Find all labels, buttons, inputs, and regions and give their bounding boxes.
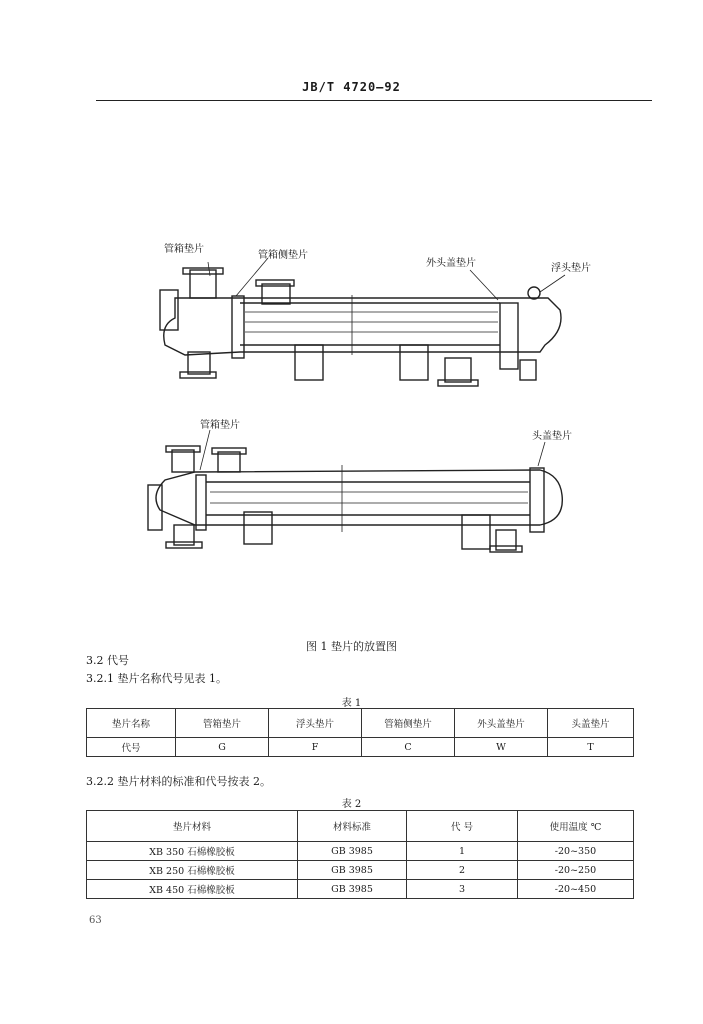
label-channel-gasket-bottom: 管箱垫片 [200, 420, 240, 431]
table-row [87, 811, 634, 842]
section-3-2-heading: 3.2 代号 [86, 654, 129, 667]
table-header-cell: 代 号 [407, 811, 518, 842]
table-cell: 代号 [87, 738, 176, 757]
page-number: 63 [89, 915, 102, 926]
table-header-cell: 垫片材料 [87, 811, 298, 842]
table-row [87, 842, 634, 861]
table-cell: GB 3985 [298, 842, 407, 861]
table-cell: 管箱侧垫片 [362, 709, 455, 738]
table-cell: -20~250 [518, 861, 634, 880]
table-cell: 3 [407, 880, 518, 899]
table-header-cell: 材料标准 [298, 811, 407, 842]
table-cell: G [176, 738, 269, 757]
table2-title: 表 2 [341, 799, 362, 810]
table-cell: C [362, 738, 455, 757]
label-channel-side-gasket: 管箱侧垫片 [258, 250, 308, 261]
table-row [87, 738, 634, 757]
table-cell: F [269, 738, 362, 757]
table-cell: GB 3985 [298, 861, 407, 880]
table1-title: 表 1 [341, 698, 362, 709]
table-row [87, 880, 634, 899]
label-head-cover-gasket: 头盖垫片 [532, 431, 572, 442]
standard-number: JB/T 4720—92 [302, 80, 401, 94]
table-cell: -20~450 [518, 880, 634, 899]
table-row [87, 709, 634, 738]
table-cell: GB 3985 [298, 880, 407, 899]
table-cell: W [455, 738, 548, 757]
table1 [86, 708, 634, 757]
table-cell: 外头盖垫片 [455, 709, 548, 738]
table-cell: -20~350 [518, 842, 634, 861]
label-floating-head-gasket: 浮头垫片 [551, 263, 591, 274]
table-cell: XB 450 石棉橡胶板 [87, 880, 298, 899]
table-cell: XB 350 石棉橡胶板 [87, 842, 298, 861]
table-cell: 1 [407, 842, 518, 861]
table2 [86, 810, 634, 899]
table-cell: 头盖垫片 [548, 709, 634, 738]
table-row [87, 861, 634, 880]
figure-caption: 图 1 垫片的放置图 [306, 640, 397, 653]
table-cell: 垫片名称 [87, 709, 176, 738]
table-cell: T [548, 738, 634, 757]
label-outer-head-gasket: 外头盖垫片 [426, 258, 476, 269]
section-3-2-2: 3.2.2 垫片材料的标准和代号按表 2。 [86, 775, 271, 788]
table-cell: 浮头垫片 [269, 709, 362, 738]
table-cell: 管箱垫片 [176, 709, 269, 738]
table-cell: XB 250 石棉橡胶板 [87, 861, 298, 880]
section-3-2-1: 3.2.1 垫片名称代号见表 1。 [86, 672, 227, 685]
table-header-cell: 使用温度 ℃ [518, 811, 634, 842]
label-channel-gasket-top: 管箱垫片 [164, 244, 204, 255]
table-cell: 2 [407, 861, 518, 880]
